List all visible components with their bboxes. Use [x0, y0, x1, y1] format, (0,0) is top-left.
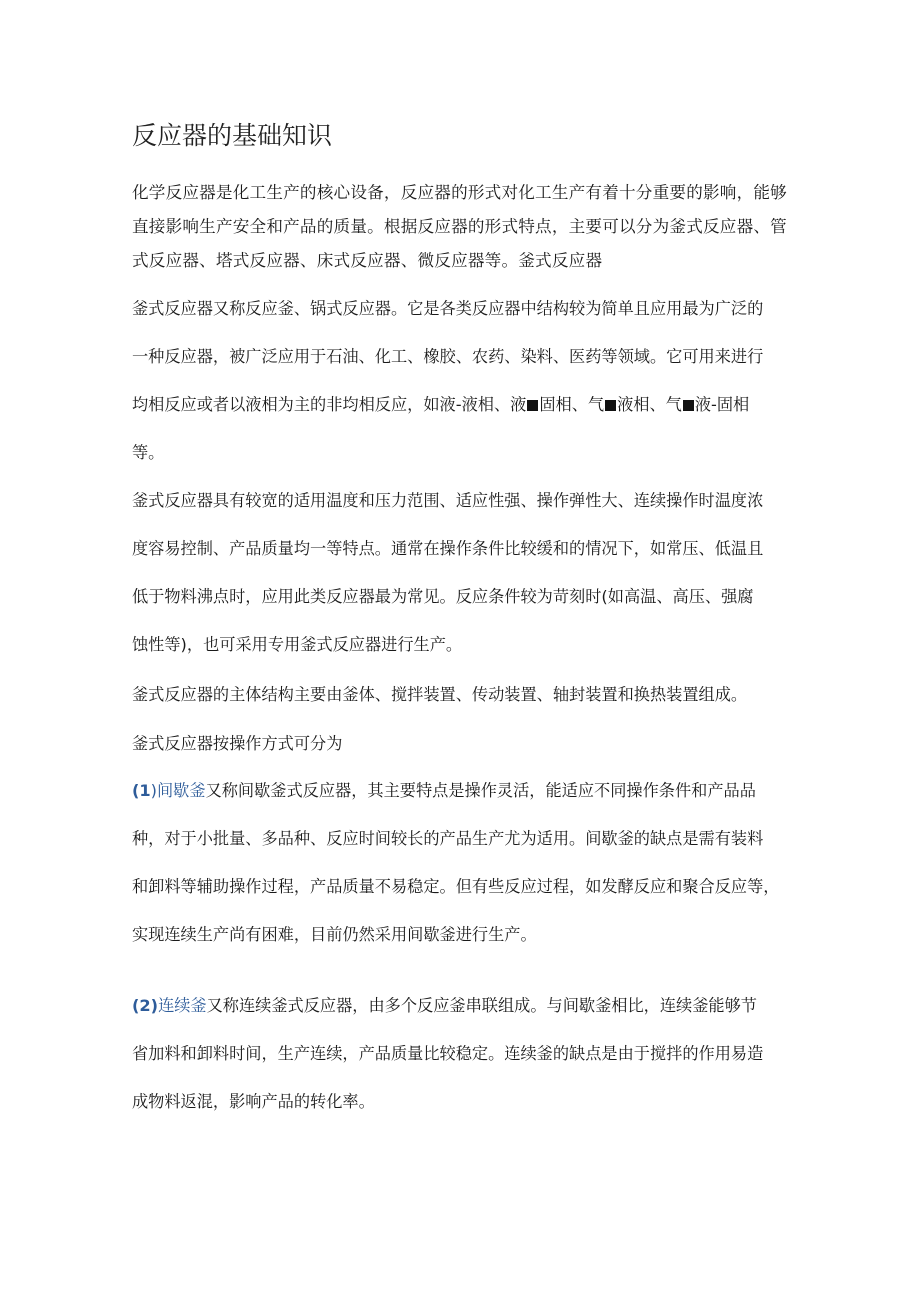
- paragraph-kettle-features: [132, 477, 792, 669]
- intro-line-3-serif: 式反应器、塔式反应器、床式反应器、微反应器等。: [132, 251, 519, 270]
- intro-line-3: [132, 244, 792, 278]
- item1-line-2: 种，对于小批量、多品种、反应时间较长的产品生产尤为适用。间歇釜的缺点是需有装料: [132, 829, 764, 848]
- missing-glyph-box-icon: [527, 400, 538, 411]
- p3-line: 釜式反应器的主体结构主要由釜体、搅拌装置、传动装置、轴封装置和换热装置组成。: [132, 685, 748, 704]
- p2-line-1: 釜式反应器具有较宽的适用温度和压力范围、适应性强、操作弹性大、连续操作时温度浓: [132, 491, 764, 510]
- item2-number: (2): [132, 996, 159, 1015]
- item1-line-1: [132, 767, 792, 815]
- p1-line-2: 一种反应器，被广泛应用于石油、化工、橡胶、农药、染料、医药等领域。它可用来进行: [132, 347, 764, 366]
- intro-line-2: 直接影响生产安全和产品的质量。根据反应器的形式特点，主要可以分为釜式反应器、管: [132, 217, 787, 236]
- paragraph-operation-types: [132, 726, 792, 762]
- item1-number-paren: ): [150, 781, 157, 800]
- list-item-continuous-kettle: [132, 982, 792, 1126]
- paragraph-kettle-definition: [132, 285, 792, 477]
- item2-line-2: 省加料和卸料时间，生产连续，产品质量比较稳定。连续釜的缺点是由于搅拌的作用易造: [132, 1044, 764, 1063]
- item2-line-1-rest: 又称连续釜式反应器，由多个反应釜串联组成。与间歇釜相比，连续釜能够节: [206, 996, 757, 1015]
- item2-term: 连续釜: [158, 996, 207, 1015]
- item1-number: (1: [132, 781, 151, 800]
- item1-line-3: 和卸料等辅助操作过程，产品质量不易稳定。但有些反应过程，如发酵反应和聚合反应等，: [132, 877, 780, 896]
- item2-line-1: [132, 982, 792, 1030]
- missing-glyph-box-icon: [605, 400, 616, 411]
- paragraph-main-structure: [132, 677, 792, 713]
- p2-line-2: 度容易控制、产品质量均一等特点。通常在操作条件比较缓和的情况下，如常压、低温且: [132, 539, 764, 558]
- item1-line-1-rest: 又称间歇釜式反应器，其主要特点是操作灵活，能适应不同操作条件和产品品: [205, 781, 756, 800]
- page-title: 反应器的基础知识: [132, 121, 333, 150]
- section-heading-kettle-reactor: 釜式反应器: [518, 251, 603, 270]
- intro-line-1: 化学反应器是化工生产的核心设备，反应器的形式对化工生产有着十分重要的影响，能够: [132, 183, 787, 202]
- p1-line-3-a: 均相反应或者以液相为主的非均相反应，如液-液相、液: [132, 395, 527, 414]
- p1-line-3-c: 液相、气: [617, 395, 682, 414]
- item1-line-4: 实现连续生产尚有困难，目前仍然采用间歇釜进行生产。: [132, 925, 537, 944]
- p2-line-4: 蚀性等)，也可采用专用釜式反应器进行生产。: [132, 635, 463, 654]
- list-item-batch-kettle: [132, 767, 792, 959]
- p2-line-3: 低于物料沸点时，应用此类反应器最为常见。反应条件较为苛刻时(如高温、高压、强腐: [132, 587, 754, 606]
- item2-line-3: 成物料返混，影响产品的转化率。: [132, 1092, 375, 1111]
- p1-line-3: [132, 381, 792, 429]
- p1-line-1: 釜式反应器又称反应釜、锅式反应器。它是各类反应器中结构较为简单且应用最为广泛的: [132, 299, 764, 318]
- missing-glyph-box-icon: [683, 400, 694, 411]
- p1-line-3-b: 固相、气: [539, 395, 605, 414]
- item1-term: 间歇釜: [157, 781, 206, 800]
- p4-line: 釜式反应器按操作方式可分为: [132, 734, 343, 753]
- p1-line-4: 等。: [132, 443, 165, 462]
- p1-line-3-d: 液-固相: [694, 395, 750, 414]
- intro-paragraph: [132, 176, 792, 278]
